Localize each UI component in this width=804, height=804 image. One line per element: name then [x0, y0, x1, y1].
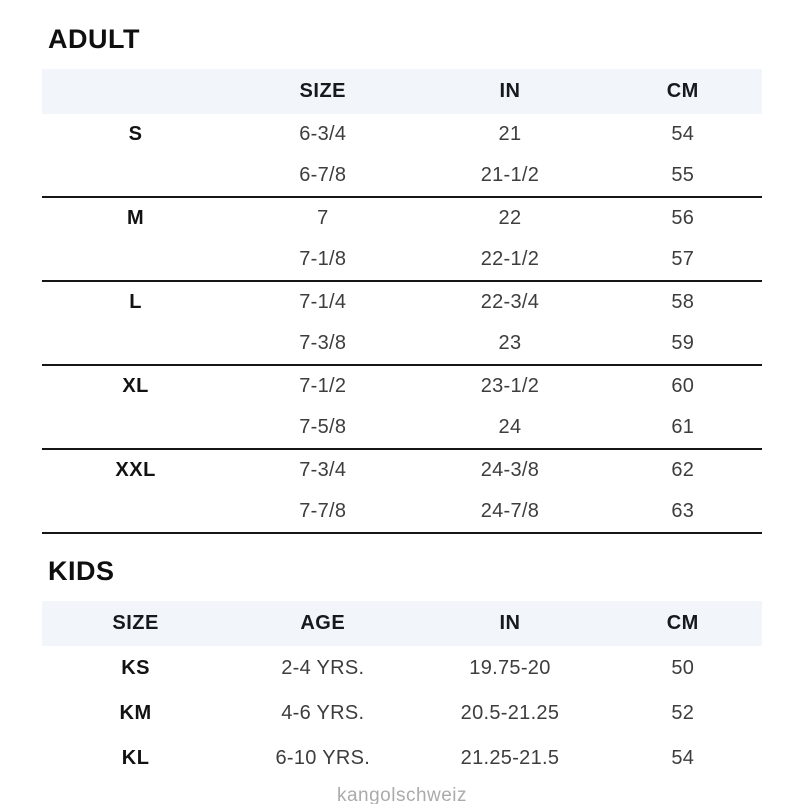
size-value: 6-7/8 [299, 164, 347, 186]
age-value: 6-10 YRS. [275, 747, 371, 769]
size-group-label: XL [122, 375, 149, 397]
inches-value: 21-1/2 [480, 164, 540, 186]
adult-header-size: SIZE [299, 80, 346, 102]
cm-value: 54 [671, 123, 695, 145]
size-value: 7 [317, 207, 329, 229]
inches-value: 22 [498, 207, 522, 229]
kids-size-label: KS [121, 657, 150, 679]
adult-header-in: IN [499, 80, 521, 102]
table-row [42, 282, 762, 323]
size-group-label: S [128, 123, 143, 145]
table-row [42, 323, 762, 366]
size-value: 7-7/8 [299, 500, 347, 522]
kids-table-header-row [42, 601, 762, 646]
kids-header-age: AGE [300, 612, 346, 634]
table-row [42, 198, 762, 239]
size-value: 7-5/8 [299, 416, 347, 438]
age-value: 4-6 YRS. [281, 702, 365, 724]
table-row [42, 407, 762, 450]
watermark-text: kangolschweiz [336, 785, 468, 804]
inches-value: 19.75-20 [469, 657, 551, 679]
table-row [42, 114, 762, 155]
size-value: 7-1/8 [299, 248, 347, 270]
adult-table-header-row [42, 69, 762, 114]
table-row [42, 450, 762, 491]
cm-value: 58 [671, 291, 695, 313]
inches-value: 20.5-21.25 [460, 702, 560, 724]
table-row [42, 239, 762, 282]
cm-value: 50 [671, 657, 695, 679]
kids-header-cm: CM [666, 612, 699, 634]
adult-header-cm: CM [666, 80, 699, 102]
inches-value: 24 [498, 416, 522, 438]
table-row [42, 691, 762, 736]
cm-value: 59 [671, 332, 695, 354]
cm-value: 56 [671, 207, 695, 229]
kids-header-in: IN [499, 612, 521, 634]
kids-size-label: KM [119, 702, 152, 724]
inches-value: 24-7/8 [480, 500, 540, 522]
size-value: 7-1/2 [299, 375, 347, 397]
kids-header-size: SIZE [112, 612, 159, 634]
kids-size-label: KL [121, 747, 150, 769]
cm-value: 62 [671, 459, 695, 481]
table-row [42, 736, 762, 781]
kids-size-table [42, 601, 762, 781]
size-group-label: L [129, 291, 142, 313]
cm-value: 57 [671, 248, 695, 270]
size-group-label: M [127, 207, 145, 229]
cm-value: 61 [671, 416, 695, 438]
size-value: 7-1/4 [299, 291, 347, 313]
inches-value: 21.25-21.5 [460, 747, 560, 769]
age-value: 2-4 YRS. [281, 657, 365, 679]
inches-value: 23 [498, 332, 522, 354]
size-group-label: XXL [115, 459, 156, 481]
adult-section-heading: ADULT [48, 24, 140, 54]
cm-value: 60 [671, 375, 695, 397]
table-row [42, 155, 762, 198]
size-value: 7-3/8 [299, 332, 347, 354]
table-row [42, 646, 762, 691]
size-value: 7-3/4 [299, 459, 347, 481]
kids-section-heading: KIDS [48, 556, 115, 586]
table-row [42, 366, 762, 407]
inches-value: 22-1/2 [480, 248, 540, 270]
size-value: 6-3/4 [299, 123, 347, 145]
cm-value: 52 [671, 702, 695, 724]
inches-value: 23-1/2 [480, 375, 540, 397]
adult-size-table [42, 69, 762, 534]
cm-value: 55 [671, 164, 695, 186]
inches-value: 24-3/8 [480, 459, 540, 481]
inches-value: 21 [498, 123, 522, 145]
cm-value: 63 [671, 500, 695, 522]
inches-value: 22-3/4 [480, 291, 540, 313]
cm-value: 54 [671, 747, 695, 769]
table-row [42, 491, 762, 534]
